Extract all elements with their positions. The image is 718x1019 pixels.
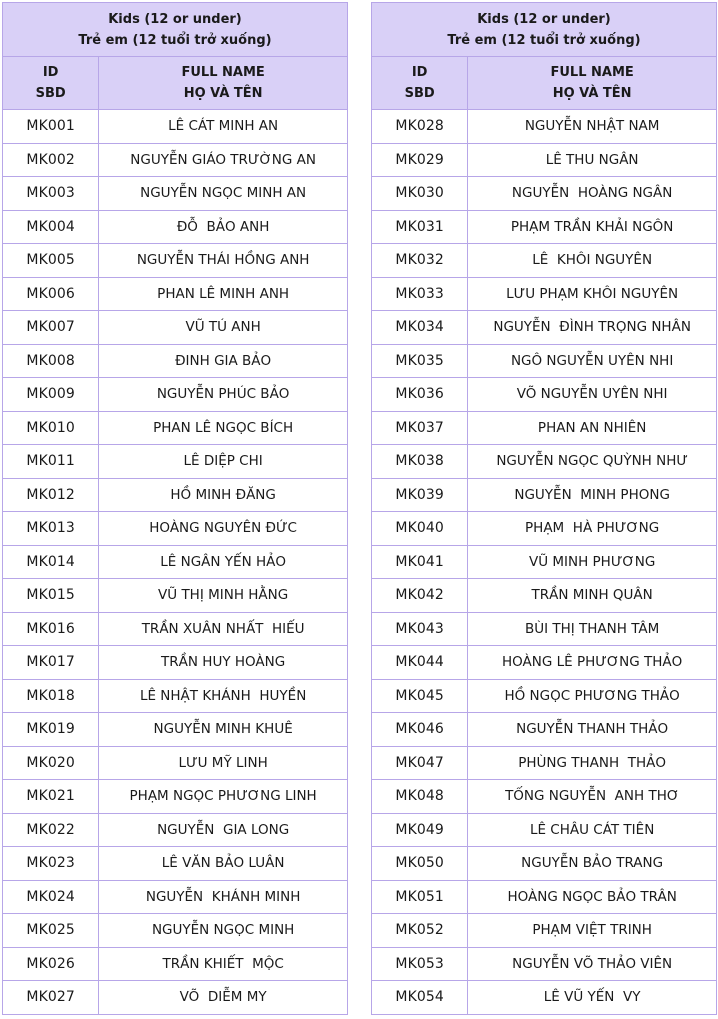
participant-name: ĐỖ BẢO ANH [99, 210, 348, 244]
participant-id: MK007 [3, 311, 99, 345]
table-row [3, 210, 348, 244]
table-row [372, 545, 717, 579]
right-table-body [372, 110, 717, 1015]
participant-name: HOÀNG LÊ PHƯƠNG THẢO [468, 646, 717, 680]
participant-name: LÊ DIỆP CHI [99, 445, 348, 479]
participant-id: MK043 [372, 612, 468, 646]
participant-id: MK051 [372, 880, 468, 914]
group-title-en: Kids (12 or under) [477, 11, 611, 27]
participant-name: PHAN LÊ NGỌC BÍCH [99, 411, 348, 445]
participant-id: MK016 [3, 612, 99, 646]
participant-id: MK035 [372, 344, 468, 378]
id-column-header [372, 57, 468, 110]
participant-id: MK049 [372, 813, 468, 847]
table-row [3, 947, 348, 981]
participant-id: MK001 [3, 110, 99, 144]
participant-id: MK003 [3, 177, 99, 211]
participant-name: PHÙNG THANH THẢO [468, 746, 717, 780]
participant-id: MK021 [3, 780, 99, 814]
participant-name: PHẠM VIỆT TRINH [468, 914, 717, 948]
participant-name: VÕ DIỄM MY [99, 981, 348, 1015]
group-title-vi: Trẻ em (12 tuổi trở xuống) [78, 32, 272, 48]
participant-name: NGUYỄN HOÀNG NGÂN [468, 177, 717, 211]
table-row [372, 311, 717, 345]
table-row [372, 579, 717, 613]
table-row [372, 847, 717, 881]
table-row [3, 311, 348, 345]
participant-id: MK033 [372, 277, 468, 311]
participant-id: MK012 [3, 478, 99, 512]
participant-id: MK030 [372, 177, 468, 211]
participant-id: MK026 [3, 947, 99, 981]
participant-name: HOÀNG NGUYÊN ĐỨC [99, 512, 348, 546]
table-row [3, 646, 348, 680]
participant-id: MK047 [372, 746, 468, 780]
participant-name: NGUYỄN PHÚC BẢO [99, 378, 348, 412]
participant-name: PHẠM HÀ PHƯƠNG [468, 512, 717, 546]
participant-name: HỒ MINH ĐĂNG [99, 478, 348, 512]
table-row [3, 277, 348, 311]
participant-id: MK017 [3, 646, 99, 680]
participant-name: NGUYỄN GIA LONG [99, 813, 348, 847]
group-header-row [3, 3, 348, 57]
participant-id: MK005 [3, 244, 99, 278]
name-header-vi: HỌ VÀ TÊN [183, 86, 263, 101]
participant-name: VÕ NGUYỄN UYÊN NHI [468, 378, 717, 412]
participant-id: MK032 [372, 244, 468, 278]
name-column-header [99, 57, 348, 110]
participant-id: MK028 [372, 110, 468, 144]
participant-name: LÊ CHÂU CÁT TIÊN [468, 813, 717, 847]
table-row [3, 512, 348, 546]
participant-id: MK014 [3, 545, 99, 579]
table-row [372, 143, 717, 177]
participant-name: NGUYỄN VÕ THẢO VIÊN [468, 947, 717, 981]
participant-name: LÊ VĂN BẢO LUÂN [99, 847, 348, 881]
participant-id: MK008 [3, 344, 99, 378]
participant-id: MK034 [372, 311, 468, 345]
participant-name: VŨ MINH PHƯƠNG [468, 545, 717, 579]
table-row [372, 780, 717, 814]
participant-id: MK018 [3, 679, 99, 713]
id-header-en: ID [42, 65, 59, 80]
table-row [372, 244, 717, 278]
table-row [372, 612, 717, 646]
participant-id: MK019 [3, 713, 99, 747]
name-header-en: FULL NAME [550, 65, 634, 80]
table-row [372, 981, 717, 1015]
participant-id: MK024 [3, 880, 99, 914]
table-row [3, 378, 348, 412]
table-row [372, 445, 717, 479]
participant-name: TỐNG NGUYỄN ANH THƠ [468, 780, 717, 814]
name-header-en: FULL NAME [181, 65, 265, 80]
participant-name: NGUYỄN KHÁNH MINH [99, 880, 348, 914]
participant-name: PHAN LÊ MINH ANH [99, 277, 348, 311]
table-row [372, 746, 717, 780]
participant-id: MK038 [372, 445, 468, 479]
participant-name: ĐINH GIA BẢO [99, 344, 348, 378]
participant-id: MK046 [372, 713, 468, 747]
participant-id: MK037 [372, 411, 468, 445]
participant-name: LÊ VŨ YẾN VY [468, 981, 717, 1015]
participant-id: MK042 [372, 579, 468, 613]
table-row [372, 713, 717, 747]
left-table-body [3, 110, 348, 1015]
table-row [3, 478, 348, 512]
name-header-vi: HỌ VÀ TÊN [552, 86, 632, 101]
table-row [372, 679, 717, 713]
table-row [3, 244, 348, 278]
participant-id: MK006 [3, 277, 99, 311]
participant-id: MK050 [372, 847, 468, 881]
participant-id: MK029 [372, 143, 468, 177]
table-row [3, 579, 348, 613]
participant-name: NGUYỄN MINH PHONG [468, 478, 717, 512]
participant-name: NGUYỄN NGỌC MINH AN [99, 177, 348, 211]
participant-name: NGUYỄN THANH THẢO [468, 713, 717, 747]
participant-name: NGUYỄN BẢO TRANG [468, 847, 717, 881]
participant-id: MK013 [3, 512, 99, 546]
participant-name: LÊ NHẬT KHÁNH HUYỀN [99, 679, 348, 713]
participant-id: MK002 [3, 143, 99, 177]
participant-name: HOÀNG NGỌC BẢO TRÂN [468, 880, 717, 914]
group-title-en: Kids (12 or under) [108, 11, 242, 27]
table-row [372, 880, 717, 914]
participant-id: MK052 [372, 914, 468, 948]
participant-id: MK036 [372, 378, 468, 412]
table-row [3, 679, 348, 713]
participant-id: MK040 [372, 512, 468, 546]
table-row [3, 177, 348, 211]
table-row [3, 411, 348, 445]
participant-name: NGUYỄN NGỌC QUỲNH NHƯ [468, 445, 717, 479]
table-row [3, 110, 348, 144]
participant-id: MK027 [3, 981, 99, 1015]
participant-name: TRẦN HUY HOÀNG [99, 646, 348, 680]
participant-id: MK044 [372, 646, 468, 680]
participant-name: NGUYỄN ĐÌNH TRỌNG NHÂN [468, 311, 717, 345]
participant-name: BÙI THỊ THANH TÂM [468, 612, 717, 646]
table-row [3, 545, 348, 579]
participant-name: HỒ NGỌC PHƯƠNG THẢO [468, 679, 717, 713]
participant-name: LÊ KHÔI NGUYÊN [468, 244, 717, 278]
column-header-row [3, 57, 348, 110]
participant-id: MK010 [3, 411, 99, 445]
table-row [372, 210, 717, 244]
participant-name: NGUYỄN MINH KHUÊ [99, 713, 348, 747]
kids-list-table-right [371, 2, 717, 1015]
table-row [3, 981, 348, 1015]
table-row [3, 143, 348, 177]
table-row [3, 746, 348, 780]
table-row [3, 445, 348, 479]
participant-id: MK009 [3, 378, 99, 412]
participant-id: MK041 [372, 545, 468, 579]
participant-id: MK020 [3, 746, 99, 780]
participant-name: PHAN AN NHIÊN [468, 411, 717, 445]
participant-name: NGUYỄN GIÁO TRƯỜNG AN [99, 143, 348, 177]
participant-name: TRẦN XUÂN NHẤT HIẾU [99, 612, 348, 646]
participant-id: MK011 [3, 445, 99, 479]
participant-name: PHẠM NGỌC PHƯƠNG LINH [99, 780, 348, 814]
id-column-header [3, 57, 99, 110]
participant-id: MK031 [372, 210, 468, 244]
id-header-en: ID [411, 65, 428, 80]
table-row [3, 813, 348, 847]
participant-id: MK053 [372, 947, 468, 981]
participant-name: VŨ THỊ MINH HẰNG [99, 579, 348, 613]
participant-id: MK054 [372, 981, 468, 1015]
participant-name: PHẠM TRẦN KHẢI NGÔN [468, 210, 717, 244]
table-row [3, 847, 348, 881]
table-row [372, 646, 717, 680]
name-column-header [468, 57, 717, 110]
table-row [3, 914, 348, 948]
column-header-row [372, 57, 717, 110]
participant-id: MK023 [3, 847, 99, 881]
participant-id: MK039 [372, 478, 468, 512]
group-title-vi: Trẻ em (12 tuổi trở xuống) [447, 32, 641, 48]
id-header-vi: SBD [404, 86, 435, 101]
participant-id: MK048 [372, 780, 468, 814]
table-row [372, 378, 717, 412]
table-row [372, 813, 717, 847]
table-row [372, 914, 717, 948]
table-row [3, 612, 348, 646]
participant-name: NGUYỄN THÁI HỒNG ANH [99, 244, 348, 278]
participant-name: LÊ CÁT MINH AN [99, 110, 348, 144]
participant-id: MK025 [3, 914, 99, 948]
table-row [3, 344, 348, 378]
participant-name: NGUYỄN NHẬT NAM [468, 110, 717, 144]
table-row [372, 947, 717, 981]
participant-name: NGUYỄN NGỌC MINH [99, 914, 348, 948]
participant-name: TRẦN KHIẾT MỘC [99, 947, 348, 981]
table-row [3, 880, 348, 914]
participant-id: MK004 [3, 210, 99, 244]
table-row [372, 177, 717, 211]
participant-name: LƯU PHẠM KHÔI NGUYÊN [468, 277, 717, 311]
table-row [372, 478, 717, 512]
table-row [372, 277, 717, 311]
id-header-vi: SBD [35, 86, 66, 101]
participant-name: TRẦN MINH QUÂN [468, 579, 717, 613]
participant-name: NGÔ NGUYỄN UYÊN NHI [468, 344, 717, 378]
table-row [372, 411, 717, 445]
participant-name: LÊ THU NGÂN [468, 143, 717, 177]
participant-id: MK045 [372, 679, 468, 713]
participant-name: LƯU MỸ LINH [99, 746, 348, 780]
group-header-row [372, 3, 717, 57]
participant-name: LÊ NGÂN YẾN HẢO [99, 545, 348, 579]
participant-id: MK022 [3, 813, 99, 847]
table-row [372, 110, 717, 144]
table-row [3, 780, 348, 814]
table-row [372, 512, 717, 546]
group-title [3, 3, 348, 57]
participant-name: VŨ TÚ ANH [99, 311, 348, 345]
participant-id: MK015 [3, 579, 99, 613]
group-title [372, 3, 717, 57]
table-row [3, 713, 348, 747]
table-row [372, 344, 717, 378]
kids-list-table-left [2, 2, 348, 1015]
